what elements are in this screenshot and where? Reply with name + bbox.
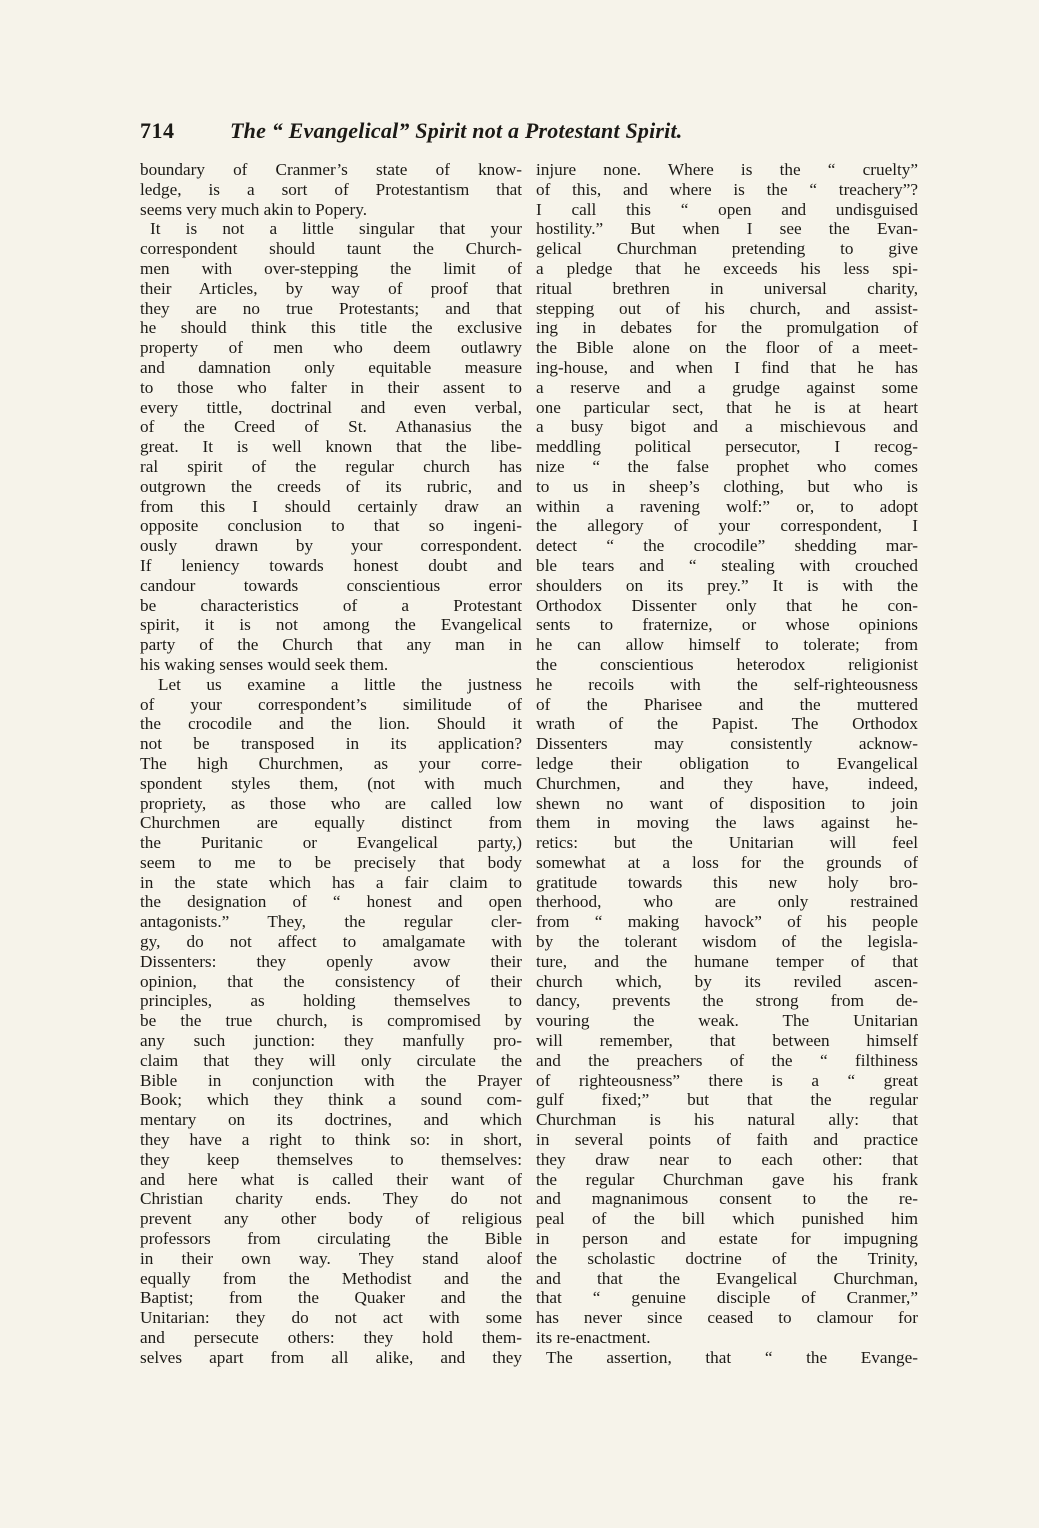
text-line: correspondent should taunt the Church- [140,239,522,259]
page-number: 714 [140,118,175,143]
text-line: gy, do not affect to amalgamate with [140,932,522,952]
text-line: outgrown the creeds of its rubric, and [140,476,522,496]
text-line: somewhat at a loss for the grounds of [536,852,918,872]
text-line: from this I should certainly draw an [140,496,522,516]
text-line: It is not a little singular that your [150,219,522,239]
text-line: to us in sheep’s clothing, but who is [536,476,918,496]
text-line: prevent any other body of religious [140,1209,522,1229]
text-line: a reserve and a grudge against some [536,377,918,397]
text-line: of this, and where is the “ treachery”? [536,179,918,199]
text-line: will remember, that between himself [536,1031,918,1051]
text-line: great. It is well known that the libe- [140,437,522,457]
text-line: within a ravening wolf:” or, to adopt [536,496,918,516]
text-line: spirit, it is not among the Evangelical [140,615,522,635]
text-line: ritual brethren in universal charity, [536,278,918,298]
text-line: mentary on its doctrines, and which [140,1110,522,1130]
text-line: ing-house, and when I find that he has [536,357,918,377]
text-line: party of the Church that any man in [140,635,522,655]
text-line: ing in debates for the promulgation of [536,318,918,338]
text-line: in their own way. They stand aloof [140,1248,522,1268]
text-line: has never since ceased to clamour for [536,1308,918,1328]
text-line: peal of the bill which punished him [536,1209,918,1229]
text-line: and persecute others: they hold them- [140,1328,522,1348]
text-line: claim that they will only circulate the [140,1050,522,1070]
text-line: principles, as holding themselves to [140,991,522,1011]
text-line: seems very much akin to Popery. [140,199,368,219]
text-line: Dissenters: they openly avow their [140,951,522,971]
text-line: be characteristics of a Protestant [140,595,522,615]
text-line: Christian charity ends. They do not [140,1189,522,1209]
text-line: they are no true Protestants; and that [140,298,522,318]
text-line: ture, and the humane temper of that [536,951,918,971]
page-header [140,118,920,152]
text-line: he should think this title the exclusive [140,318,522,338]
text-line: the scholastic doctrine of the Trinity, [536,1248,918,1268]
text-line: any such junction: they manfully pro- [140,1031,522,1051]
text-line: vouring the weak. The Unitarian [536,1011,918,1031]
text-line: and magnanimous consent to the re- [536,1189,918,1209]
text-line: propriety, as those who are called low [140,793,522,813]
text-line: of the Pharisee and the muttered [536,694,918,714]
text-line: Churchmen, and they have, indeed, [536,773,918,793]
text-line: detect “ the crocodile” shedding mar- [536,536,918,556]
text-line: Churchmen are equally distinct from [140,813,522,833]
text-line: ledge their obligation to Evangelical [536,753,918,773]
text-line: I call this “ open and undisguised [536,199,918,219]
text-line: Bible in conjunction with the Prayer [140,1070,522,1090]
text-line: by the tolerant wisdom of the legisla- [536,932,918,952]
text-line: shewn no want of disposition to join [536,793,918,813]
text-line: they draw near to each other: that [536,1149,918,1169]
text-line: therhood, who are only restrained [536,892,918,912]
text-line: If leniency towards honest doubt and [140,555,522,575]
text-line: the allegory of your correspondent, I [536,516,918,536]
text-line: them in moving the laws against he- [536,813,918,833]
text-line: gulf fixed;” but that the regular [536,1090,918,1110]
text-line: meddling political persecutor, I recog- [536,437,918,457]
text-line: its re-enactment. [536,1328,651,1348]
text-line: of your correspondent’s similitude of [140,694,522,714]
text-line: wrath of the Papist. The Orthodox [536,714,918,734]
text-line: seem to me to be precisely that body [140,852,522,872]
text-line: a pledge that he exceeds his less spi- [536,258,918,278]
text-line: stepping out of his church, and assist- [536,298,918,318]
left-column [140,160,522,1368]
text-line: selves apart from all alike, and they [140,1347,522,1367]
text-line: injure none. Where is the “ cruelty” [536,160,918,179]
text-line: gelical Churchman pretending to give [536,239,918,259]
text-line: equally from the Methodist and the [140,1268,522,1288]
text-line: every tittle, doctrinal and even verbal, [140,397,522,417]
text-line: and that the Evangelical Churchman, [536,1268,918,1288]
text-line: one particular sect, that he is at heart [536,397,918,417]
text-line: opposite conclusion to that so ingeni- [140,516,522,536]
text-line: ously drawn by your correspondent. [140,536,522,556]
text-line: property of men who deem outlawry [140,338,522,358]
text-line: Baptist; from the Quaker and the [140,1288,522,1308]
text-line: of righteousness” there is a “ great [536,1070,918,1090]
text-line: Dissenters may consistently acknow- [536,734,918,754]
text-line: that “ genuine disciple of Cranmer,” [536,1288,918,1308]
text-line: and the preachers of the “ filthiness [536,1050,918,1070]
text-line: Orthodox Dissenter only that he con- [536,595,918,615]
text-line: the conscientious heterodox religionist [536,654,918,674]
text-line: shoulders on its prey.” It is with the [536,575,918,595]
text-line: in several points of faith and practice [536,1130,918,1150]
text-line: ble tears and “ stealing with crouched [536,555,918,575]
text-line: not be transposed in its application? [140,734,522,754]
text-line: retics: but the Unitarian will feel [536,833,918,853]
text-line: in the state which has a fair claim to [140,872,522,892]
text-line: Book; which they think a sound com- [140,1090,522,1110]
text-line: the Puritanic or Evangelical party,) [140,833,522,853]
text-line: spondent styles them, (not with much [140,773,522,793]
text-line: The assertion, that “ the Evange- [546,1347,918,1367]
text-line: nize “ the false prophet who comes [536,456,918,476]
text-line: he can allow himself to tolerate; from [536,635,918,655]
right-column [536,160,918,1368]
text-line: ral spirit of the regular church has [140,456,522,476]
text-line: in person and estate for impugning [536,1229,918,1249]
running-title: The “ Evangelical” Spirit not a Protestant Spirit. [230,118,683,143]
text-line: boundary of Cranmer’s state of know- [140,160,522,179]
text-line: be the true church, is compromised by [140,1011,522,1031]
text-line: Unitarian: they do not act with some [140,1308,522,1328]
text-line: candour towards conscientious error [140,575,522,595]
text-line: gratitude towards this new holy bro- [536,872,918,892]
text-line: their Articles, by way of proof that [140,278,522,298]
text-line: the regular Churchman gave his frank [536,1169,918,1189]
text-line: they have a right to think so: in short, [140,1130,522,1150]
text-line: professors from circulating the Bible [140,1229,522,1249]
text-line: his waking senses would seek them. [140,654,389,674]
text-line: and damnation only equitable measure [140,357,522,377]
text-line: the Bible alone on the floor of a meet- [536,338,918,358]
text-line: ledge, is a sort of Protestantism that [140,179,522,199]
text-line: church which, by its reviled ascen- [536,971,918,991]
text-line: antagonists.” They, the regular cler- [140,912,522,932]
text-line: a busy bigot and a mischievous and [536,417,918,437]
text-line: dancy, prevents the strong from de- [536,991,918,1011]
text-line: opinion, that the consistency of their [140,971,522,991]
text-line: he recoils with the self-righteousness [536,674,918,694]
text-line: Churchman is his natural ally: that [536,1110,918,1130]
text-line: sents to fraternize, or whose opinions [536,615,918,635]
text-line: hostility.” But when I see the Evan- [536,219,918,239]
text-line: to those who falter in their assent to [140,377,522,397]
text-line: and here what is called their want of [140,1169,522,1189]
text-line: they keep themselves to themselves: [140,1149,522,1169]
text-line: the designation of “ honest and open [140,892,522,912]
text-line: of the Creed of St. Athanasius the [140,417,522,437]
text-line: men with over-stepping the limit of [140,258,522,278]
text-line: from “ making havock” of his people [536,912,918,932]
text-line: Let us examine a little the justness [158,674,522,694]
text-line: the crocodile and the lion. Should it [140,714,522,734]
text-line: The high Churchmen, as your corre- [140,753,522,773]
